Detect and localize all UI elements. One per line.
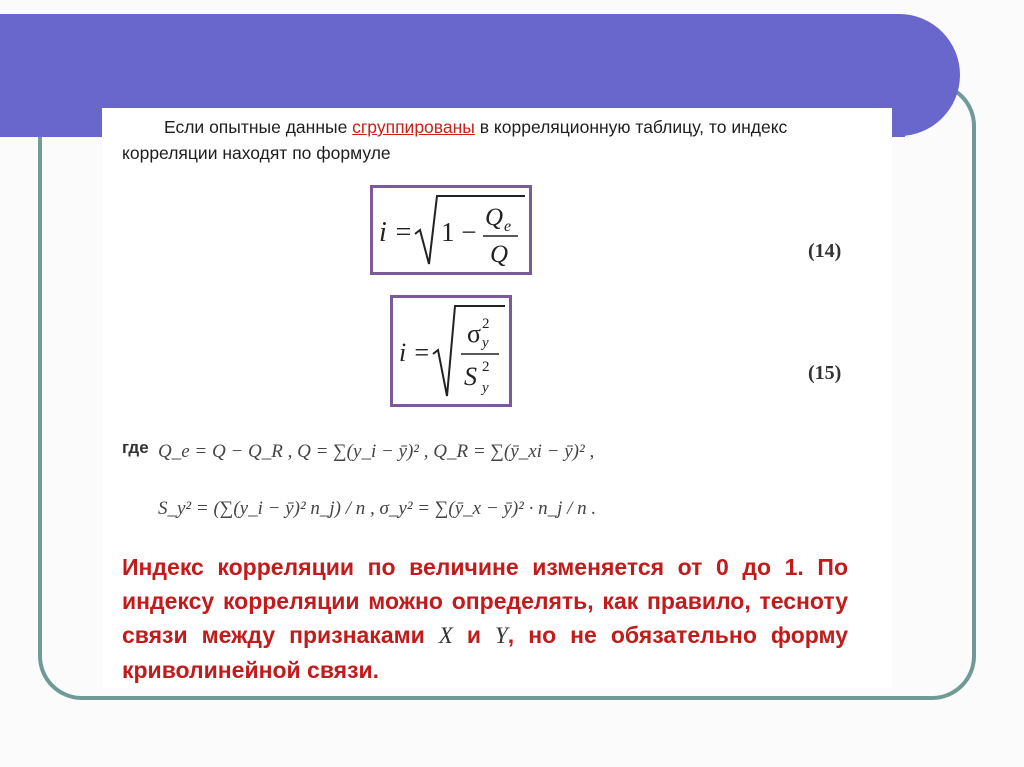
formula-14-numerator: Q xyxy=(485,204,504,231)
definitions-line-1: Q_e = Q − Q_R , Q = ∑(y_i − ȳ)² , Q_R = ∑(ȳ_xi − ȳ)² , xyxy=(158,441,595,462)
intro-paragraph xyxy=(122,114,862,166)
definitions-block xyxy=(122,432,852,528)
intro-part1: Если опытные данные xyxy=(164,117,353,137)
formula-14-numerator-sub: e xyxy=(504,218,512,235)
formula-15 xyxy=(393,298,509,404)
formula-14 xyxy=(373,188,529,272)
conclusion-text-1: Индекс корреляции по величине изменяется от 0 до 1. По индексу корреляции можно определять, как правило, тесноту связи между признаками xyxy=(122,554,848,648)
formula-15-denominator-sub: y xyxy=(482,380,489,396)
definitions-formulas xyxy=(122,432,852,528)
definitions-line-2: S_y² = (∑(y_i − ȳ)² n_j) / n , σ_y² = ∑(ȳ_x − ȳ)² · n_j / n . xyxy=(158,498,597,519)
formula-14-one-minus: 1 − xyxy=(441,217,477,247)
equation-number-14: (14) xyxy=(808,240,842,262)
formula-14-box xyxy=(370,185,532,275)
conclusion-paragraph xyxy=(122,550,848,687)
conclusion-text-2: , но не обязательно форму криволинейной связи. xyxy=(122,622,848,683)
formula-15-numerator: σ xyxy=(467,319,482,348)
equation-number-15: (15) xyxy=(808,362,842,384)
definitions-lead: где xyxy=(122,438,149,457)
formula-14-denominator: Q xyxy=(490,241,509,268)
formula-15-denominator: S xyxy=(464,362,477,391)
conclusion-and: и xyxy=(452,622,495,648)
variable-x: X xyxy=(438,623,453,648)
formula-15-box xyxy=(390,295,512,407)
formula-15-denominator-sup: 2 xyxy=(482,359,490,375)
formula-15-numerator-sub: y xyxy=(482,335,489,351)
formula-15-numerator-sup: 2 xyxy=(482,316,490,332)
intro-highlight: сгруппированы xyxy=(352,117,475,137)
formula-15-lhs: i = xyxy=(399,338,431,367)
formula-14-lhs: i = xyxy=(379,217,413,248)
intro-part2: в корреляционную таблицу, то индекс корреляции находят по формуле xyxy=(122,117,788,163)
variable-y: Y xyxy=(495,623,508,648)
